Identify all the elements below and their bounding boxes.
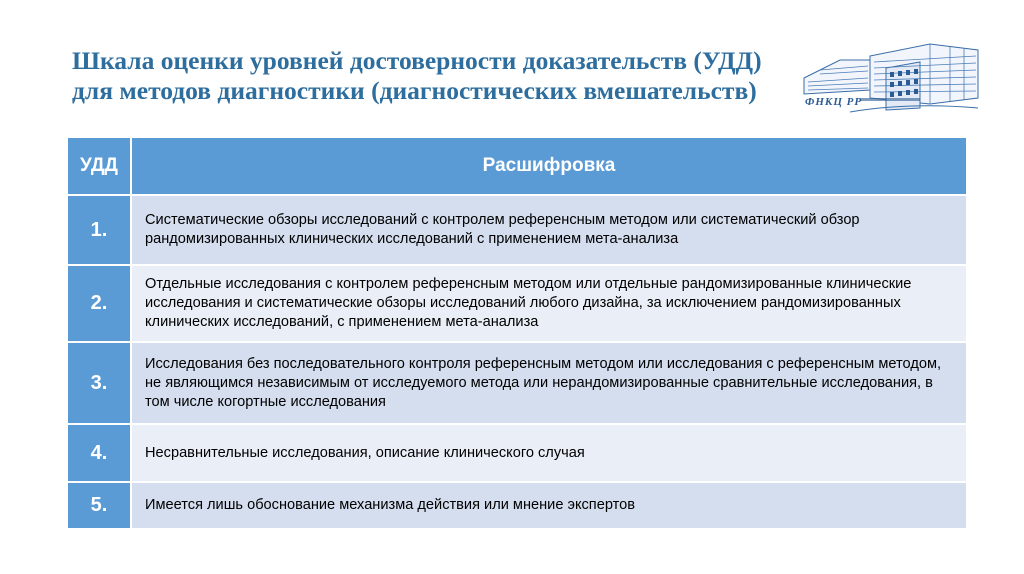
slide-title-line-1: Шкала оценки уровней достоверности доказательств (УДД) bbox=[72, 46, 762, 75]
level-number: 5. bbox=[67, 482, 131, 529]
level-number: 1. bbox=[67, 195, 131, 265]
level-description: Исследования без последовательного контроля референсным методом или исследования с референсным методом, не являющимся независимым от исследуемого метода или нерандомизированные сравнительные исследования, в том числе когортные исследования bbox=[131, 342, 967, 424]
slide-title bbox=[72, 46, 792, 106]
level-number: 2. bbox=[67, 265, 131, 342]
evidence-level-table bbox=[66, 136, 968, 530]
table-row bbox=[67, 195, 967, 265]
table-header-row bbox=[67, 137, 967, 195]
level-description: Систематические обзоры исследований с контролем референсным методом или систематический обзор рандомизированных клинических исследований с применением мета-анализа bbox=[131, 195, 967, 265]
level-number: 4. bbox=[67, 424, 131, 482]
table-row bbox=[67, 342, 967, 424]
level-description: Несравнительные исследования, описание клинического случая bbox=[131, 424, 967, 482]
fnkc-rr-logo bbox=[800, 38, 980, 120]
logo-caption: ФНКЦ РР bbox=[805, 96, 863, 108]
level-description: Отдельные исследования с контролем референсным методом или отдельные рандомизированные клинические исследования и систематические обзоры исследований любого дизайна, за исключением рандомизированных клинических исследований, с применением мета-анализа bbox=[131, 265, 967, 342]
header-udd: УДД bbox=[67, 137, 131, 195]
slide-title-line-2: для методов диагностики (диагностических вмешательств) bbox=[72, 76, 757, 105]
level-number: 3. bbox=[67, 342, 131, 424]
table-row bbox=[67, 265, 967, 342]
level-description: Имеется лишь обоснование механизма действия или мнение экспертов bbox=[131, 482, 967, 529]
header-description: Расшифровка bbox=[131, 137, 967, 195]
table-row bbox=[67, 424, 967, 482]
table-row bbox=[67, 482, 967, 529]
